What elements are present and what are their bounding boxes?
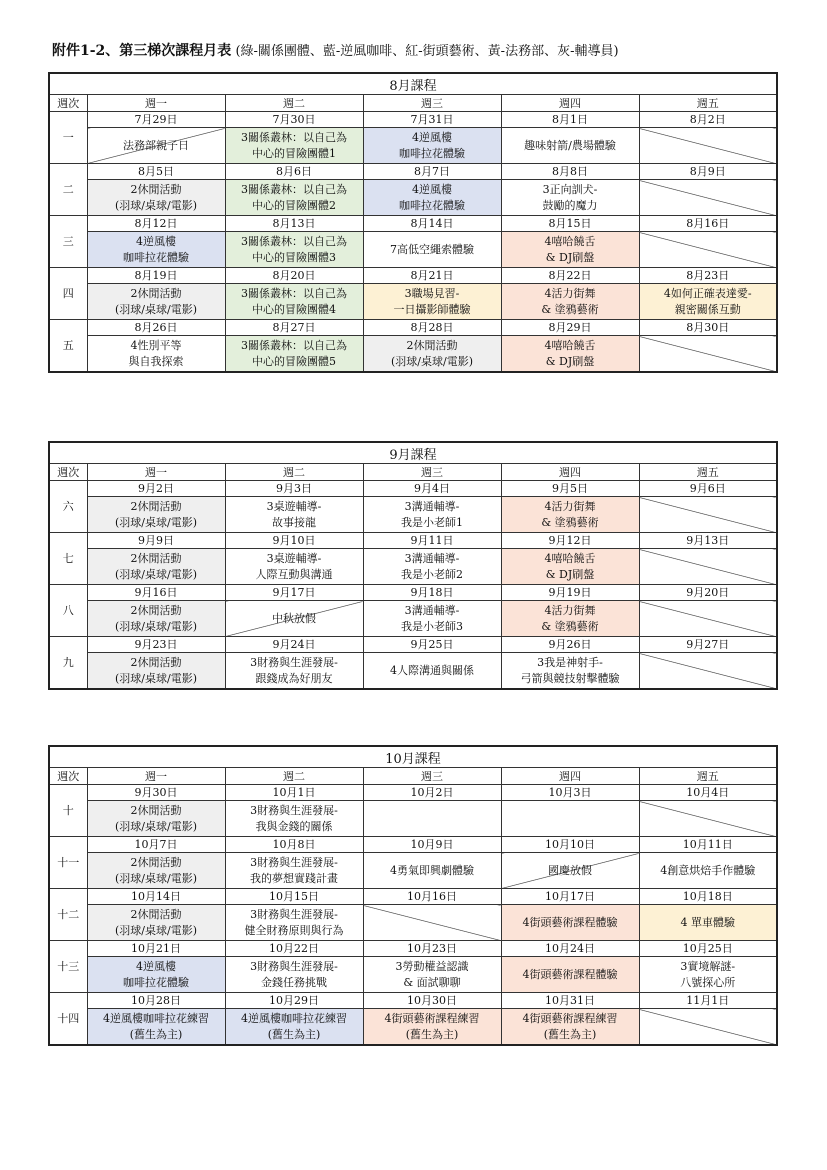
week-label: 一 — [49, 112, 87, 164]
date-cell: 9月26日 — [501, 637, 639, 653]
week-label: 六 — [49, 481, 87, 533]
date-cell: 10月4日 — [639, 785, 777, 801]
date-cell: 9月25日 — [363, 637, 501, 653]
date-cell: 10月29日 — [225, 993, 363, 1009]
activity-row — [49, 801, 777, 837]
weekday-header-row — [49, 95, 777, 112]
date-cell: 9月19日 — [501, 585, 639, 601]
activity-cell: 4活力街舞 & 塗鴉藝術 — [501, 497, 639, 533]
date-cell: 9月23日 — [87, 637, 225, 653]
activity-cell: 4嘻哈饒舌 & DJ刷盤 — [501, 549, 639, 585]
date-cell: 10月17日 — [501, 889, 639, 905]
activity-cell: 3關係叢林：以自己為 中心的冒險團體1 — [225, 128, 363, 164]
date-cell: 8月16日 — [639, 216, 777, 232]
date-cell: 8月28日 — [363, 320, 501, 336]
date-cell: 10月23日 — [363, 941, 501, 957]
date-row — [49, 268, 777, 284]
activity-cell: 3正向訓犬- 鼓勵的魔力 — [501, 180, 639, 216]
activity-cell: 4逆風樓 咖啡拉花體驗 — [363, 180, 501, 216]
activity-cell: 2休閒活動 (羽球/桌球/電影) — [87, 905, 225, 941]
empty-cell — [639, 180, 777, 216]
activity-row — [49, 336, 777, 373]
date-cell: 9月17日 — [225, 585, 363, 601]
empty-cell — [639, 232, 777, 268]
activity-cell: 3職場見習- 一日攝影師體驗 — [363, 284, 501, 320]
month-title: 8月課程 — [49, 73, 777, 95]
october-schedule-table — [48, 745, 778, 1046]
activity-cell: 3桌遊輔導- 人際互動與溝通 — [225, 549, 363, 585]
document-title — [52, 40, 619, 60]
date-cell: 10月16日 — [363, 889, 501, 905]
empty-cell — [363, 801, 501, 837]
weekday-header-row — [49, 464, 777, 481]
activity-cell: 2休閒活動 (羽球/桌球/電影) — [87, 653, 225, 690]
activity-cell: 2休閒活動 (羽球/桌球/電影) — [363, 336, 501, 373]
empty-cell — [639, 1009, 777, 1046]
date-row — [49, 889, 777, 905]
date-cell: 10月21日 — [87, 941, 225, 957]
weekday-header: 週二 — [225, 464, 363, 481]
date-cell: 10月22日 — [225, 941, 363, 957]
week-label: 九 — [49, 637, 87, 690]
activity-row — [49, 284, 777, 320]
activity-cell: 2休閒活動 (羽球/桌球/電影) — [87, 549, 225, 585]
activity-cell: 4嘻哈饒舌 & DJ刷盤 — [501, 232, 639, 268]
date-cell: 8月30日 — [639, 320, 777, 336]
date-cell: 9月9日 — [87, 533, 225, 549]
date-cell: 9月10日 — [225, 533, 363, 549]
activity-row — [49, 601, 777, 637]
date-cell: 10月9日 — [363, 837, 501, 853]
activity-cell: 4勇氣即興劇體驗 — [363, 853, 501, 889]
activity-cell: 4創意烘焙手作體驗 — [639, 853, 777, 889]
date-cell: 10月28日 — [87, 993, 225, 1009]
weekday-header: 週四 — [501, 464, 639, 481]
date-cell: 8月6日 — [225, 164, 363, 180]
activity-cell: 4性別平等 與自我探索 — [87, 336, 225, 373]
date-cell: 8月9日 — [639, 164, 777, 180]
weekday-header: 週五 — [639, 95, 777, 112]
activity-cell: 3財務與生涯發展- 跟錢成為好朋友 — [225, 653, 363, 690]
date-row — [49, 785, 777, 801]
week-label: 七 — [49, 533, 87, 585]
activity-cell: 4街頭藝術課程體驗 — [501, 905, 639, 941]
date-cell: 10月25日 — [639, 941, 777, 957]
activity-cell: 3桌遊輔導- 故事接龍 — [225, 497, 363, 533]
date-cell: 9月2日 — [87, 481, 225, 497]
activity-cell: 3我是神射手- 弓箭與競技射擊體驗 — [501, 653, 639, 690]
week-label: 十四 — [49, 993, 87, 1046]
date-cell: 9月16日 — [87, 585, 225, 601]
week-number-header: 週次 — [49, 768, 87, 785]
activity-cell: 2休閒活動 (羽球/桌球/電影) — [87, 284, 225, 320]
date-cell: 8月2日 — [639, 112, 777, 128]
date-cell: 11月1日 — [639, 993, 777, 1009]
date-cell: 8月1日 — [501, 112, 639, 128]
date-cell: 8月27日 — [225, 320, 363, 336]
date-cell: 8月20日 — [225, 268, 363, 284]
activity-cell: 4逆風樓 咖啡拉花體驗 — [87, 957, 225, 993]
date-cell: 8月23日 — [639, 268, 777, 284]
date-cell: 10月14日 — [87, 889, 225, 905]
date-row — [49, 164, 777, 180]
empty-cell — [639, 497, 777, 533]
date-row — [49, 837, 777, 853]
week-label: 四 — [49, 268, 87, 320]
weekday-header: 週四 — [501, 768, 639, 785]
date-row — [49, 533, 777, 549]
activity-cell: 3溝通輔導- 我是小老師1 — [363, 497, 501, 533]
week-number-header: 週次 — [49, 95, 87, 112]
week-label: 八 — [49, 585, 87, 637]
date-cell: 8月7日 — [363, 164, 501, 180]
weekday-header: 週三 — [363, 768, 501, 785]
activity-cell: 中秋放假 — [225, 601, 363, 637]
activity-cell: 2休閒活動 (羽球/桌球/電影) — [87, 497, 225, 533]
empty-cell — [363, 905, 501, 941]
date-cell: 9月20日 — [639, 585, 777, 601]
activity-cell: 3財務與生涯發展- 我的夢想實踐計畫 — [225, 853, 363, 889]
date-row — [49, 216, 777, 232]
weekday-header: 週一 — [87, 95, 225, 112]
weekday-header: 週三 — [363, 95, 501, 112]
month-title: 10月課程 — [49, 746, 777, 768]
activity-cell: 4街頭藝術課程練習 (舊生為主) — [501, 1009, 639, 1046]
weekday-header: 週五 — [639, 768, 777, 785]
week-label: 二 — [49, 164, 87, 216]
weekday-header: 週三 — [363, 464, 501, 481]
activity-cell: 法務部親子日 — [87, 128, 225, 164]
date-row — [49, 941, 777, 957]
activity-row — [49, 497, 777, 533]
weekday-header: 週五 — [639, 464, 777, 481]
date-cell: 10月24日 — [501, 941, 639, 957]
date-cell: 8月12日 — [87, 216, 225, 232]
weekday-header: 週二 — [225, 95, 363, 112]
date-cell: 9月5日 — [501, 481, 639, 497]
date-row — [49, 320, 777, 336]
date-cell: 8月13日 — [225, 216, 363, 232]
date-cell: 9月18日 — [363, 585, 501, 601]
date-cell: 10月2日 — [363, 785, 501, 801]
september-schedule-table — [48, 441, 778, 690]
date-cell: 9月12日 — [501, 533, 639, 549]
activity-cell: 4逆風樓咖啡拉花練習 (舊生為主) — [87, 1009, 225, 1046]
date-row — [49, 585, 777, 601]
activity-row — [49, 232, 777, 268]
activity-row — [49, 853, 777, 889]
weekday-header: 週一 — [87, 464, 225, 481]
date-cell: 8月26日 — [87, 320, 225, 336]
week-label: 五 — [49, 320, 87, 373]
date-cell: 7月29日 — [87, 112, 225, 128]
date-row — [49, 481, 777, 497]
activity-cell: 4 單車體驗 — [639, 905, 777, 941]
empty-cell — [639, 549, 777, 585]
activity-row — [49, 128, 777, 164]
date-cell: 9月3日 — [225, 481, 363, 497]
activity-cell: 3財務與生涯發展- 我與金錢的關係 — [225, 801, 363, 837]
title-main: 附件1-2、第三梯次課程月表 — [52, 43, 232, 59]
date-row — [49, 993, 777, 1009]
date-cell: 9月6日 — [639, 481, 777, 497]
empty-cell — [639, 601, 777, 637]
activity-cell: 4人際溝通與關係 — [363, 653, 501, 690]
activity-cell: 3溝通輔導- 我是小老師3 — [363, 601, 501, 637]
date-cell: 10月11日 — [639, 837, 777, 853]
weekday-header: 週二 — [225, 768, 363, 785]
activity-cell: 4嘻哈饒舌 & DJ刷盤 — [501, 336, 639, 373]
date-cell: 9月4日 — [363, 481, 501, 497]
date-cell: 7月30日 — [225, 112, 363, 128]
empty-cell — [639, 653, 777, 690]
empty-cell — [639, 801, 777, 837]
activity-row — [49, 957, 777, 993]
date-cell: 8月8日 — [501, 164, 639, 180]
activity-cell: 3財務與生涯發展- 健全財務原則與行為 — [225, 905, 363, 941]
activity-cell: 4活力街舞 & 塗鴉藝術 — [501, 601, 639, 637]
activity-cell: 2休閒活動 (羽球/桌球/電影) — [87, 853, 225, 889]
date-cell: 10月10日 — [501, 837, 639, 853]
activity-cell: 3財務與生涯發展- 金錢任務挑戰 — [225, 957, 363, 993]
activity-row — [49, 905, 777, 941]
activity-cell: 3關係叢林：以自己為 中心的冒險團體4 — [225, 284, 363, 320]
activity-cell: 3關係叢林：以自己為 中心的冒險團體3 — [225, 232, 363, 268]
weekday-header: 週四 — [501, 95, 639, 112]
date-cell: 10月8日 — [225, 837, 363, 853]
empty-cell — [639, 336, 777, 373]
activity-cell: 4逆風樓 咖啡拉花體驗 — [87, 232, 225, 268]
date-cell: 10月3日 — [501, 785, 639, 801]
activity-row — [49, 653, 777, 690]
activity-cell: 3實境解謎- 八號探心所 — [639, 957, 777, 993]
date-cell: 10月31日 — [501, 993, 639, 1009]
activity-row — [49, 549, 777, 585]
week-label: 十二 — [49, 889, 87, 941]
activity-cell: 2休閒活動 (羽球/桌球/電影) — [87, 180, 225, 216]
month-title: 9月課程 — [49, 442, 777, 464]
date-cell: 8月22日 — [501, 268, 639, 284]
date-cell: 7月31日 — [363, 112, 501, 128]
weekday-header: 週一 — [87, 768, 225, 785]
activity-cell: 3溝通輔導- 我是小老師2 — [363, 549, 501, 585]
august-schedule-table — [48, 72, 778, 373]
title-legend: (綠-關係團體、藍-逆風咖啡、紅-街頭藝術、黃-法務部、灰-輔導員) — [235, 44, 619, 59]
week-label: 三 — [49, 216, 87, 268]
date-cell: 9月27日 — [639, 637, 777, 653]
week-label: 十一 — [49, 837, 87, 889]
activity-cell: 國慶放假 — [501, 853, 639, 889]
activity-row — [49, 1009, 777, 1046]
date-cell: 9月24日 — [225, 637, 363, 653]
week-label: 十三 — [49, 941, 87, 993]
date-cell: 10月7日 — [87, 837, 225, 853]
activity-cell: 4逆風樓 咖啡拉花體驗 — [363, 128, 501, 164]
activity-cell: 3關係叢林：以自己為 中心的冒險團體5 — [225, 336, 363, 373]
activity-cell: 2休閒活動 (羽球/桌球/電影) — [87, 601, 225, 637]
empty-cell — [501, 801, 639, 837]
date-cell: 8月29日 — [501, 320, 639, 336]
activity-cell: 4活力街舞 & 塗鴉藝術 — [501, 284, 639, 320]
activity-cell: 4如何正確表達愛- 親密關係互動 — [639, 284, 777, 320]
date-cell: 8月15日 — [501, 216, 639, 232]
activity-row — [49, 180, 777, 216]
activity-cell: 4街頭藝術課程體驗 — [501, 957, 639, 993]
date-cell: 10月15日 — [225, 889, 363, 905]
activity-cell: 4街頭藝術課程練習 (舊生為主) — [363, 1009, 501, 1046]
date-cell: 10月18日 — [639, 889, 777, 905]
date-cell: 8月21日 — [363, 268, 501, 284]
date-cell: 9月30日 — [87, 785, 225, 801]
activity-cell: 7高低空繩索體驗 — [363, 232, 501, 268]
date-cell: 8月19日 — [87, 268, 225, 284]
empty-cell — [639, 128, 777, 164]
activity-cell: 3關係叢林：以自己為 中心的冒險團體2 — [225, 180, 363, 216]
date-cell: 9月13日 — [639, 533, 777, 549]
activity-cell: 趣味射箭/農場體驗 — [501, 128, 639, 164]
activity-cell: 4逆風樓咖啡拉花練習 (舊生為主) — [225, 1009, 363, 1046]
date-cell: 9月11日 — [363, 533, 501, 549]
activity-cell: 2休閒活動 (羽球/桌球/電影) — [87, 801, 225, 837]
date-cell: 8月14日 — [363, 216, 501, 232]
weekday-header-row — [49, 768, 777, 785]
date-cell: 10月30日 — [363, 993, 501, 1009]
week-label: 十 — [49, 785, 87, 837]
date-row — [49, 637, 777, 653]
week-number-header: 週次 — [49, 464, 87, 481]
date-cell: 8月5日 — [87, 164, 225, 180]
date-row — [49, 112, 777, 128]
date-cell: 10月1日 — [225, 785, 363, 801]
activity-cell: 3勞動權益認識 & 面試聊聊 — [363, 957, 501, 993]
